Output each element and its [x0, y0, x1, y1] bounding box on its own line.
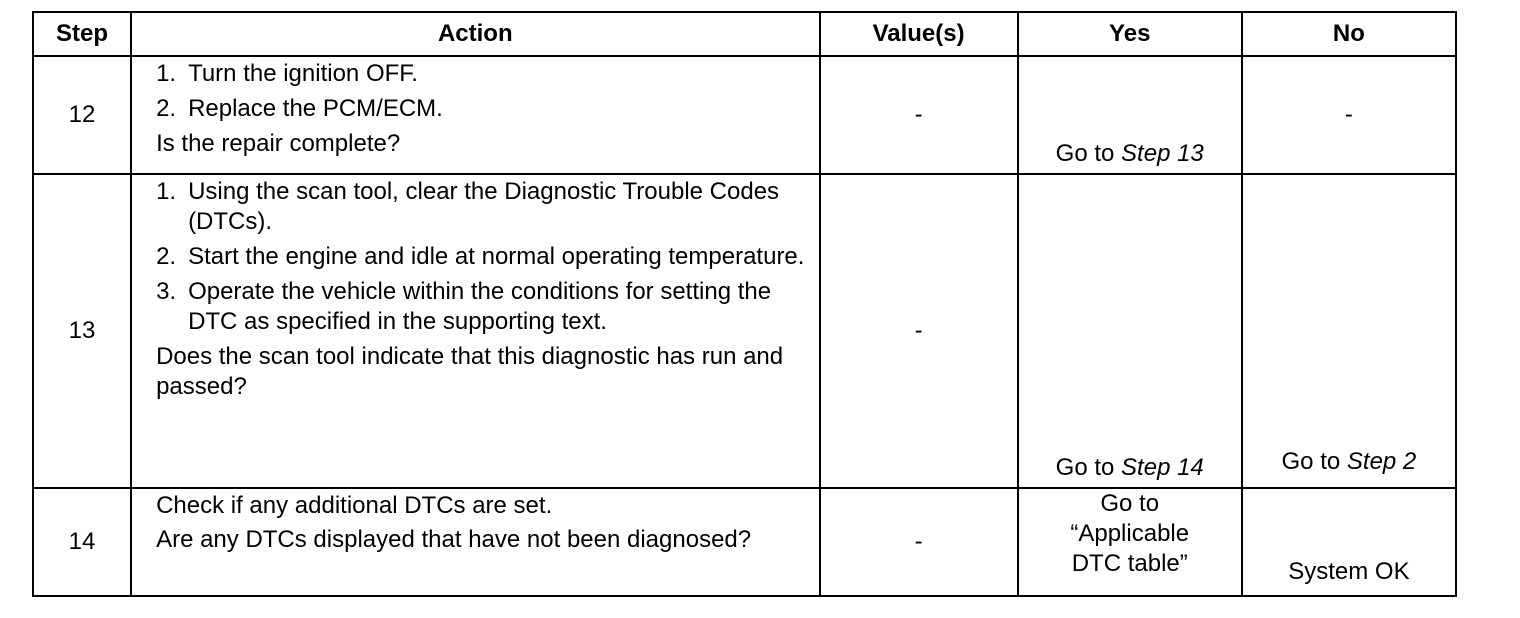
header-action: Action: [131, 12, 819, 56]
action-cell: [131, 174, 819, 488]
table-row-step-12: [33, 56, 1456, 174]
step-link[interactable]: Step 13: [1121, 140, 1204, 167]
yes-prefix: Go to: [1055, 454, 1122, 481]
value-cell: -: [820, 488, 1018, 596]
action-cell: [131, 488, 819, 596]
list-item-text: Operate the vehicle within the conditions for setting the DTC as specified in the supporting text.: [188, 278, 772, 335]
list-item: [156, 277, 808, 337]
diagnostic-table: [32, 11, 1457, 597]
list-item-number: 2.: [156, 95, 177, 122]
value-cell: -: [820, 56, 1018, 174]
question-text: Check if any additional DTCs are set.: [156, 492, 553, 519]
step-number: 13: [33, 174, 131, 488]
no-cell: -: [1242, 56, 1456, 174]
step-number: 14: [33, 488, 131, 596]
header-yes: Yes: [1018, 12, 1242, 56]
action-list: [156, 177, 808, 337]
header-row: [33, 12, 1456, 56]
list-item: [156, 177, 808, 237]
list-item-text: Start the engine and idle at normal operating temperature.: [188, 243, 805, 270]
no-cell: System OK: [1242, 488, 1456, 596]
question-text: Is the repair complete?: [156, 130, 401, 157]
yes-cell: [1018, 174, 1242, 488]
list-item-number: 2.: [156, 243, 177, 270]
yes-cell: [1018, 56, 1242, 174]
step-number: 12: [33, 56, 131, 174]
no-prefix: Go to: [1281, 448, 1347, 475]
yes-cell: Go to “Applicable DTC table”: [1018, 488, 1242, 596]
question-text: Does the scan tool indicate that this diagnostic has run and passed?: [156, 343, 784, 400]
header-step: Step: [33, 12, 131, 56]
list-item-text: Turn the ignition OFF.: [188, 60, 418, 87]
list-item-text: Replace the PCM/ECM.: [188, 95, 443, 122]
step-link[interactable]: Step 14: [1121, 454, 1204, 481]
action-list: [156, 59, 808, 124]
list-item: [156, 242, 808, 272]
header-no: No: [1242, 12, 1456, 56]
list-item-text: Using the scan tool, clear the Diagnostic Trouble Codes (DTCs).: [188, 178, 780, 235]
list-item-number: 1.: [156, 178, 177, 205]
value-cell: -: [820, 174, 1018, 488]
table-row-step-13: [33, 174, 1456, 488]
table-row-step-14: [33, 488, 1456, 596]
list-item-number: 3.: [156, 278, 177, 305]
header-values: Value(s): [820, 12, 1018, 56]
step-link[interactable]: Step 2: [1346, 448, 1417, 475]
yes-prefix: Go to: [1055, 140, 1122, 167]
action-cell: [131, 56, 819, 174]
question-text: Are any DTCs displayed that have not been diagnosed?: [156, 526, 752, 553]
list-item: [156, 59, 808, 89]
list-item: [156, 94, 808, 124]
no-cell: [1242, 174, 1456, 488]
list-item-number: 1.: [156, 60, 177, 87]
